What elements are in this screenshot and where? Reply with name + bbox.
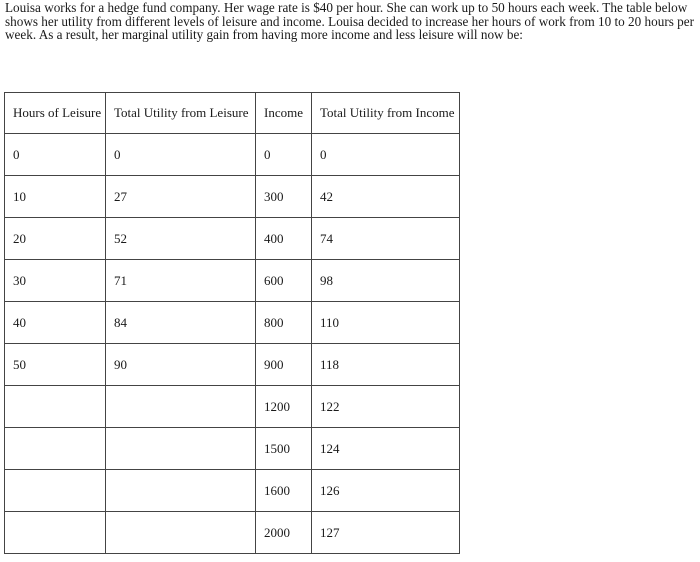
cell-hours-of-leisure [5, 386, 106, 428]
table-row [5, 134, 460, 176]
cell-hours-of-leisure [5, 470, 106, 512]
cell-utility-from-income: 98 [312, 260, 460, 302]
table-row [5, 176, 460, 218]
cell-hours-of-leisure: 40 [5, 302, 106, 344]
cell-income: 400 [256, 218, 312, 260]
header-income: Income [256, 93, 312, 134]
cell-income: 900 [256, 344, 312, 386]
question-text: Louisa works for a hedge fund company. Her wage rate is $40 per hour. She can work up to 50 hours each week. The table below shows her utility from different levels of leisure and income. Louisa decided to increase her hours of work from 10 to 20 hours per week. As a result, her marginal utility gain from having more income and less leisure will now be: [5, 0, 694, 42]
table-row [5, 260, 460, 302]
cell-utility-from-leisure: 27 [106, 176, 256, 218]
cell-utility-from-leisure [106, 386, 256, 428]
cell-utility-from-income: 42 [312, 176, 460, 218]
cell-utility-from-income: 124 [312, 428, 460, 470]
cell-utility-from-income: 74 [312, 218, 460, 260]
cell-income: 2000 [256, 512, 312, 554]
cell-utility-from-leisure: 71 [106, 260, 256, 302]
cell-utility-from-income: 127 [312, 512, 460, 554]
cell-hours-of-leisure [5, 512, 106, 554]
cell-utility-from-income: 118 [312, 344, 460, 386]
cell-income: 1500 [256, 428, 312, 470]
cell-hours-of-leisure: 20 [5, 218, 106, 260]
cell-income: 600 [256, 260, 312, 302]
table-row [5, 218, 460, 260]
cell-utility-from-leisure [106, 470, 256, 512]
table-row [5, 470, 460, 512]
cell-utility-from-income: 0 [312, 134, 460, 176]
cell-hours-of-leisure: 0 [5, 134, 106, 176]
table-row [5, 302, 460, 344]
cell-utility-from-income: 110 [312, 302, 460, 344]
cell-hours-of-leisure: 50 [5, 344, 106, 386]
table-row [5, 386, 460, 428]
cell-utility-from-leisure: 90 [106, 344, 256, 386]
cell-hours-of-leisure: 30 [5, 260, 106, 302]
cell-utility-from-leisure: 52 [106, 218, 256, 260]
cell-utility-from-leisure [106, 512, 256, 554]
cell-utility-from-income: 122 [312, 386, 460, 428]
cell-utility-from-leisure: 84 [106, 302, 256, 344]
cell-income: 1600 [256, 470, 312, 512]
cell-income: 300 [256, 176, 312, 218]
cell-income: 1200 [256, 386, 312, 428]
cell-utility-from-leisure [106, 428, 256, 470]
cell-hours-of-leisure [5, 428, 106, 470]
table-row [5, 512, 460, 554]
utility-table [4, 92, 460, 554]
header-total-utility-from-leisure: Total Utility from Leisure [106, 93, 256, 134]
cell-income: 0 [256, 134, 312, 176]
table-row [5, 428, 460, 470]
table-header-row [5, 93, 460, 134]
cell-utility-from-income: 126 [312, 470, 460, 512]
header-total-utility-from-income: Total Utility from Income [312, 93, 460, 134]
header-hours-of-leisure: Hours of Leisure [5, 93, 106, 134]
cell-utility-from-leisure: 0 [106, 134, 256, 176]
table-row [5, 344, 460, 386]
cell-hours-of-leisure: 10 [5, 176, 106, 218]
cell-income: 800 [256, 302, 312, 344]
